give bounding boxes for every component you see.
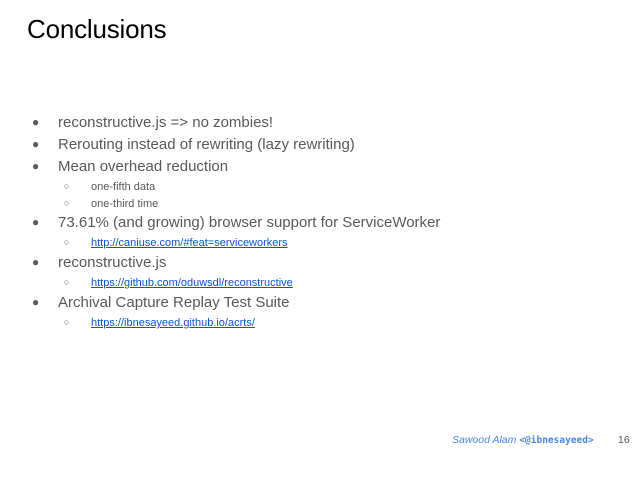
github-reconstructive-link[interactable]: https://github.com/oduwsdl/reconstructive: [91, 277, 293, 289]
bullet-text: Mean overhead reduction: [58, 158, 229, 175]
bullet-text: reconstructive.js => no zombies!: [58, 114, 274, 131]
bullet-dot-icon: ●: [32, 137, 40, 151]
caniuse-link[interactable]: http://caniuse.com/#feat=serviceworkers: [91, 237, 288, 249]
sub-bullet-item: [64, 179, 155, 194]
sub-bullet-circle-icon: ○: [64, 237, 70, 247]
sub-bullet-item: [64, 315, 255, 330]
sub-bullet-item: [64, 275, 293, 290]
sub-bullet-circle-icon: ○: [64, 181, 70, 191]
sub-bullet-item: [64, 235, 288, 250]
author-name: Sawood Alam: [452, 434, 520, 446]
sub-bullet-text: one-third time: [91, 198, 159, 210]
bullet-item: [32, 135, 355, 154]
bullet-text: Archival Capture Replay Test Suite: [58, 294, 290, 311]
author-handle: <@ibnesayeed>: [519, 435, 594, 446]
bullet-dot-icon: ●: [32, 159, 40, 173]
sub-bullet-item: [64, 196, 158, 211]
bullet-item: [32, 213, 440, 232]
bullet-text: Rerouting instead of rewriting (lazy rewriting): [58, 136, 355, 153]
sub-bullet-circle-icon: ○: [64, 198, 70, 208]
slide-title: Conclusions: [27, 14, 167, 44]
bullet-item: [32, 157, 228, 176]
bullet-dot-icon: ●: [32, 255, 40, 269]
bullet-item: [32, 293, 290, 312]
footer-author: [452, 434, 594, 446]
bullet-text: 73.61% (and growing) browser support for ServiceWorker: [58, 214, 441, 231]
acrts-link[interactable]: https://ibnesayeed.github.io/acrts/: [91, 317, 255, 329]
bullet-dot-icon: ●: [32, 215, 40, 229]
bullet-item: [32, 253, 166, 272]
sub-bullet-text: one-fifth data: [91, 181, 156, 193]
bullet-dot-icon: ●: [32, 115, 40, 129]
sub-bullet-circle-icon: ○: [64, 277, 70, 287]
sub-bullet-circle-icon: ○: [64, 317, 70, 327]
bullet-dot-icon: ●: [32, 295, 40, 309]
bullet-text: reconstructive.js: [58, 254, 167, 271]
page-number: 16: [618, 434, 630, 446]
bullet-item: [32, 113, 273, 132]
